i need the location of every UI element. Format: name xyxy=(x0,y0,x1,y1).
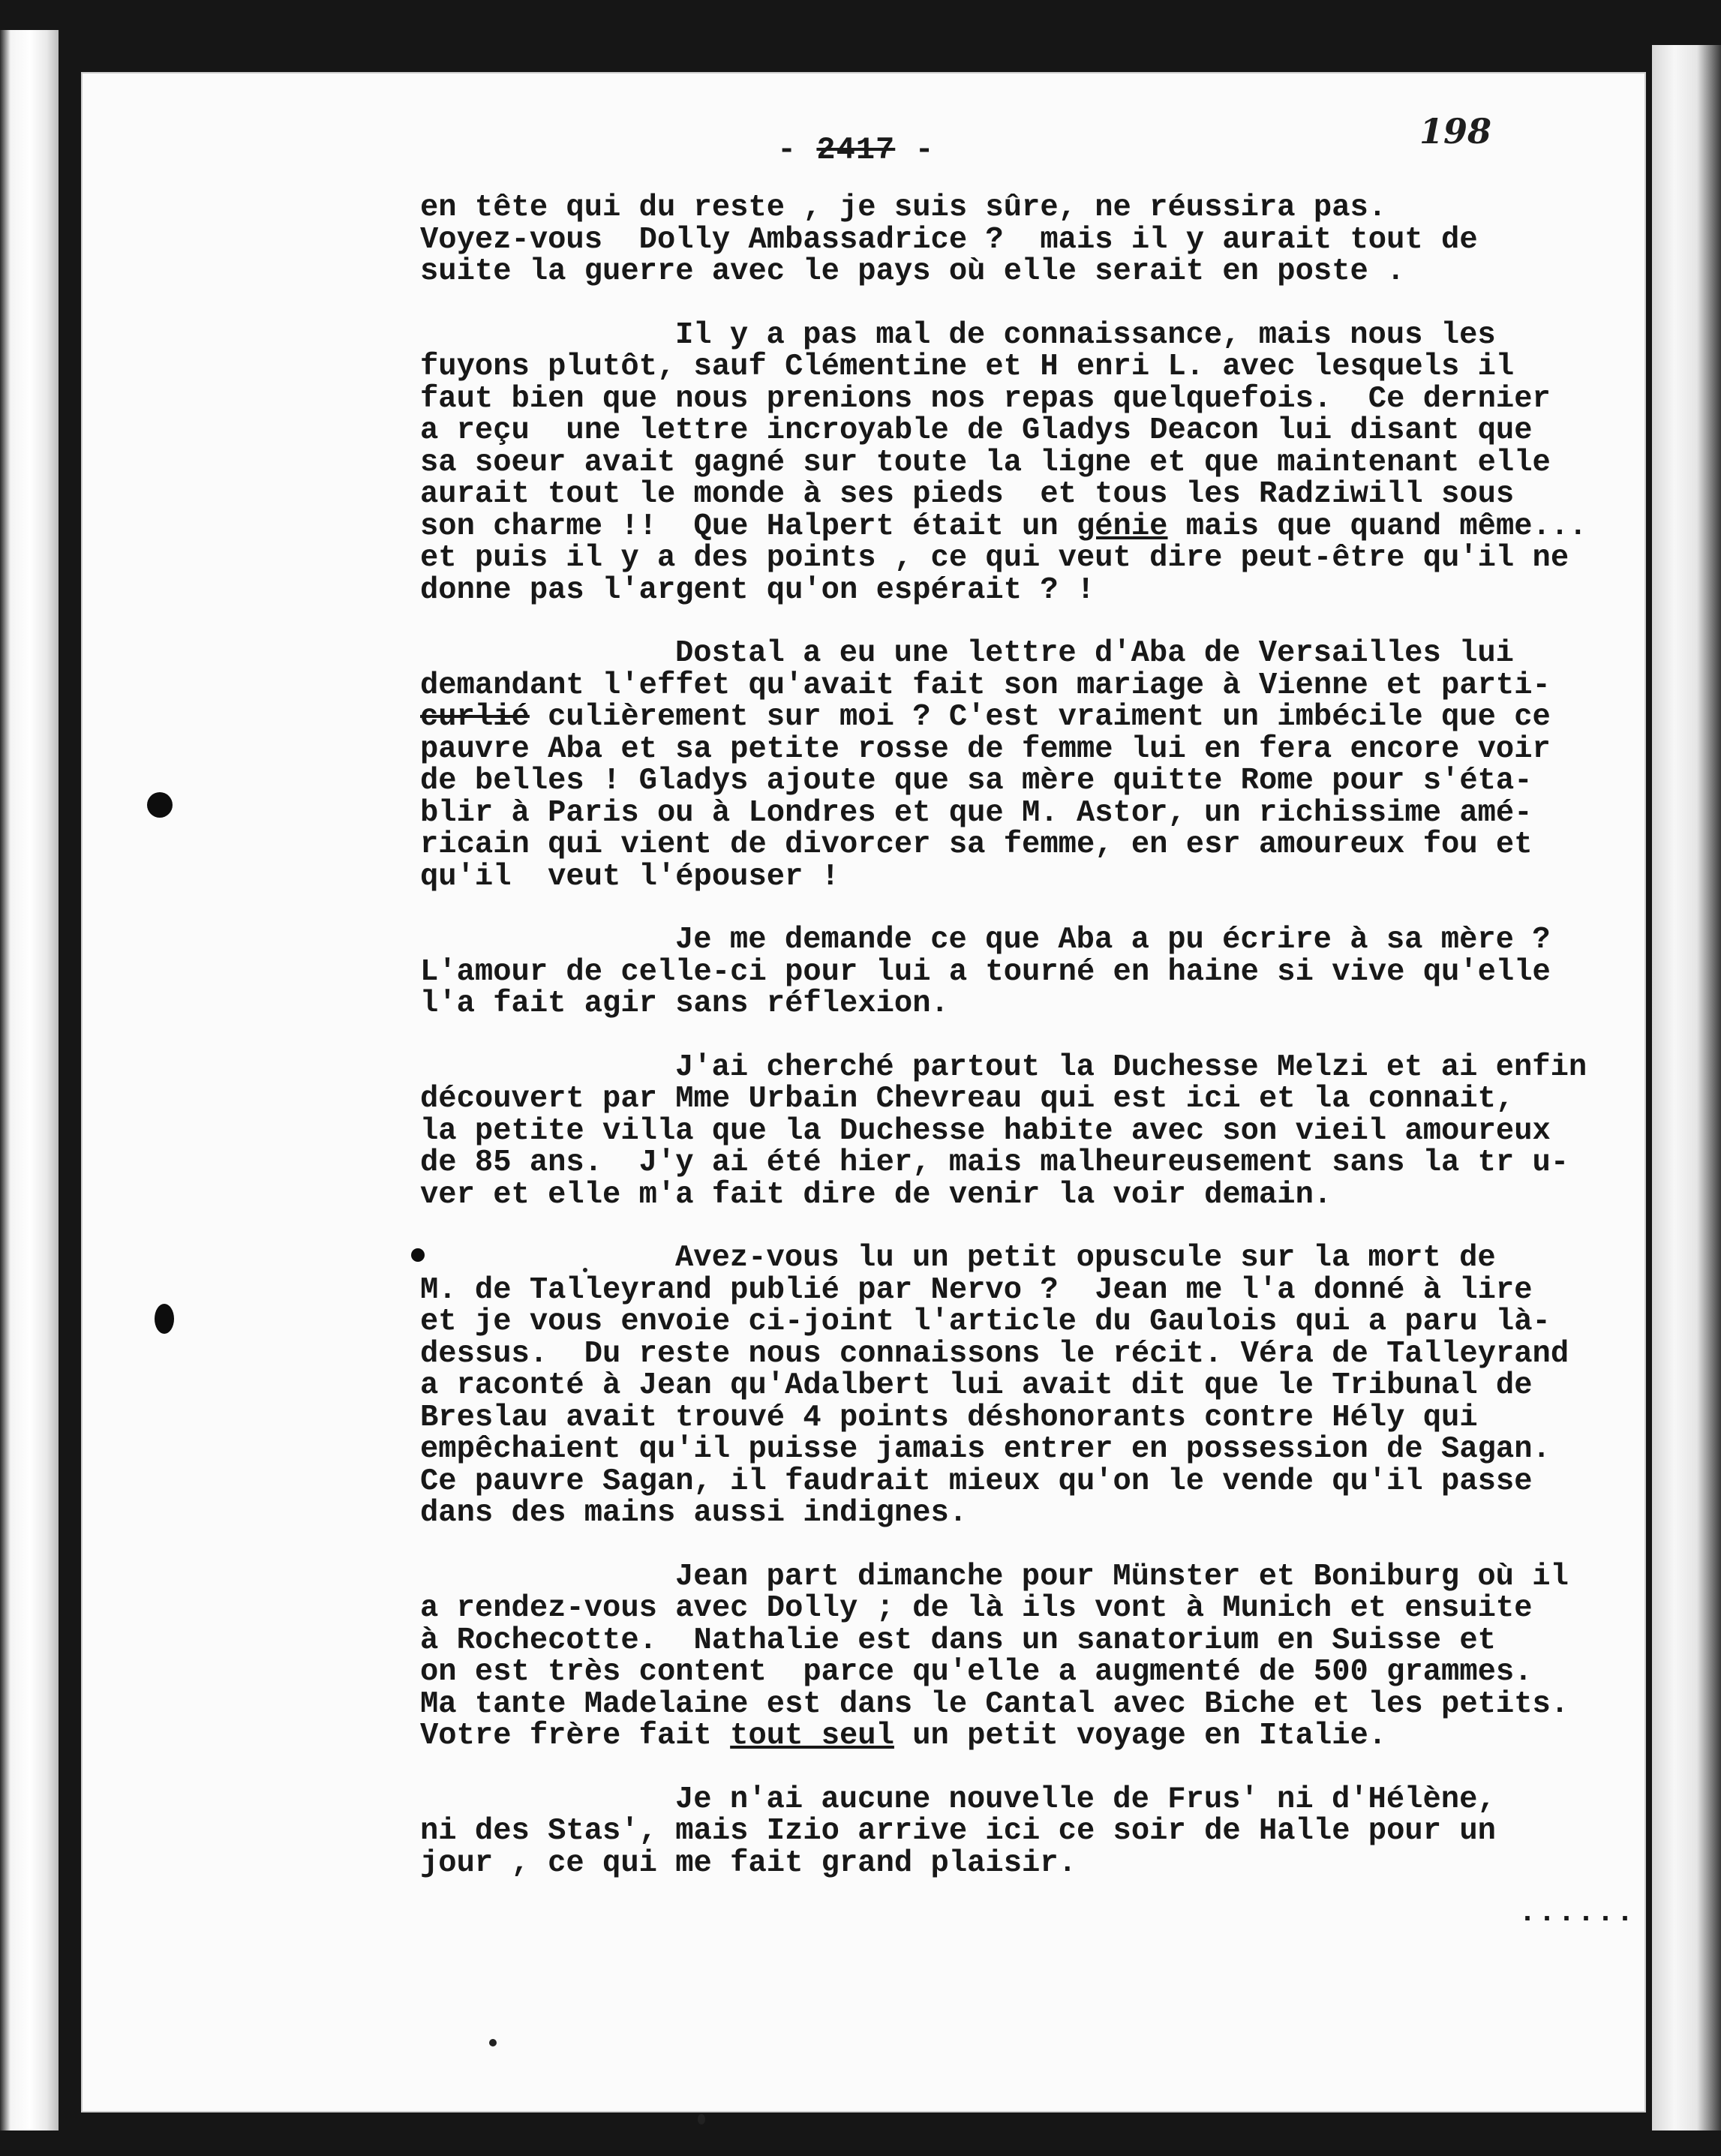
paragraph-3 xyxy=(420,638,1635,893)
text-line: blir à Paris ou à Londres et que M. Astor, un richissime amé- xyxy=(420,795,1533,830)
text-line: la petite villa que la Duchesse habite avec son vieil amoureux xyxy=(420,1113,1551,1149)
text-line-with-strike: curlié culièrement sur moi ? C'est vraiment un imbécile que ce xyxy=(420,700,1551,734)
text-line: aurait tout le monde à ses pieds et tous les Radziwill sous xyxy=(420,477,1515,512)
speck xyxy=(489,2039,497,2046)
text-line: qu'il veut l'épouser ! xyxy=(420,859,839,894)
text-line: suite la guerre avec le pays où elle serait en poste . xyxy=(420,254,1405,289)
text-line: dessus. Du reste nous connaissons le récit. Véra de Talleyrand xyxy=(420,1336,1569,1371)
continuation-dots: ...... xyxy=(1518,1896,1636,1930)
text-line: découvert par Mme Urbain Chevreau qui est ici et la connait, xyxy=(420,1082,1515,1116)
page-stack-edge xyxy=(1652,45,1721,2130)
text-line: a raconté à Jean qu'Adalbert lui avait dit que le Tribunal de xyxy=(420,1368,1533,1403)
text-line: demandant l'effet qu'avait fait son mariage à Vienne et parti- xyxy=(420,668,1551,703)
text-line: Voyez-vous Dolly Ambassadrice ? mais il y aurait tout de xyxy=(420,222,1478,257)
paragraph-4 xyxy=(420,924,1635,1020)
text-line: Ma tante Madelaine est dans le Cantal avec Biche et les petits. xyxy=(420,1686,1569,1722)
text-line: Dostal a eu une lettre d'Aba de Versailles lui xyxy=(675,636,1514,671)
text-line: sa soeur avait gagné sur toute la ligne et que maintenant elle xyxy=(420,445,1551,480)
punch-hole-bottom xyxy=(155,1304,174,1334)
page-number: - 2417 - xyxy=(777,132,935,168)
text-line: M. de Talleyrand publié par Nervo ? Jean me l'a donné à lire xyxy=(420,1272,1533,1308)
text-line: ni des Stas', mais Izio arrive ici ce soir de Halle pour un xyxy=(420,1814,1496,1848)
text-line: à Rochecotte. Nathalie est dans un sanatorium en Suisse et xyxy=(420,1623,1496,1658)
text-line: jour , ce qui me fait grand plaisir. xyxy=(420,1845,1077,1881)
text-line: L'amour de celle-ci pour lui a tourné en haine si vive qu'elle xyxy=(420,954,1551,989)
text-line: Breslau avait trouvé 4 points déshonorants contre Hély qui xyxy=(420,1400,1478,1435)
text-line: J'ai cherché partout la Duchesse Melzi et ai enfin xyxy=(675,1049,1587,1085)
text-line: donne pas l'argent qu'on espérait ? ! xyxy=(420,572,1095,608)
page-number-value: 2417 xyxy=(816,132,896,168)
struck-word: curlié xyxy=(420,700,530,734)
text-line: empêchaient qu'il puisse jamais entrer en possession de Sagan. xyxy=(420,1432,1551,1467)
letter-body xyxy=(420,192,1635,1911)
paragraph-8 xyxy=(420,1784,1635,1880)
paragraph-7 xyxy=(420,1561,1635,1752)
text-line-with-underline: Votre frère fait tout seul un petit voyage en Italie. xyxy=(420,1719,1387,1753)
handwritten-folio-number: 198 xyxy=(1419,111,1492,152)
underlined-word: génie xyxy=(1076,509,1168,544)
text-line: fuyons plutôt, sauf Clémentine et H enri L. avec lesquels il xyxy=(420,350,1515,384)
text-line: et je vous envoie ci-joint l'article du Gaulois qui a paru là- xyxy=(420,1305,1551,1339)
text-line: en tête qui du reste , je suis sûre, ne réussira pas. xyxy=(420,191,1387,225)
underlined-phrase: tout seul xyxy=(730,1719,894,1753)
text-line: ver et elle m'a fait dire de venir la voir demain. xyxy=(420,1177,1332,1212)
text-line: de 85 ans. J'y ai été hier, mais malheureusement sans la tr u- xyxy=(420,1146,1569,1180)
speck xyxy=(698,2114,705,2124)
paragraph-6 xyxy=(420,1242,1635,1530)
paragraph-2 xyxy=(420,317,1635,608)
text-line: Jean part dimanche pour Münster et Boniburg où il xyxy=(675,1559,1569,1594)
text-line: Je me demande ce que Aba a pu écrire à sa mère ? xyxy=(675,923,1551,957)
text-line: pauvre Aba et sa petite rosse de femme lui en fera encore voir xyxy=(420,731,1551,767)
paragraph-5 xyxy=(420,1049,1635,1212)
text-line: l'a fait agir sans réflexion. xyxy=(420,986,949,1021)
text-line: on est très content parce qu'elle a augmenté de 500 grammes. xyxy=(420,1655,1533,1689)
text-line: Avez-vous lu un petit opuscule sur la mort de xyxy=(675,1241,1496,1275)
punch-hole-top xyxy=(147,792,173,818)
text-line: et puis il y a des points , ce qui veut dire peut-être qu'il ne xyxy=(420,541,1569,575)
text-line-with-underline: son charme !! Que Halpert était un génie mais que quand même... xyxy=(420,509,1587,544)
text-line: ricain qui vient de divorcer sa femme, en esr amoureux fou et xyxy=(420,827,1533,862)
binder-spine xyxy=(0,30,59,2130)
paragraph-1 xyxy=(420,192,1635,288)
text-line: Il y a pas mal de connaissance, mais nous les xyxy=(675,317,1496,353)
text-line: a rendez-vous avec Dolly ; de là ils vont à Munich et ensuite xyxy=(420,1591,1533,1626)
text-line: dans des mains aussi indignes. xyxy=(420,1496,968,1530)
text-line: a reçu une lettre incroyable de Gladys Deacon lui disant que xyxy=(420,413,1533,448)
text-line: de belles ! Gladys ajoute que sa mère quitte Rome pour s'éta- xyxy=(420,764,1533,798)
text-line: Je n'ai aucune nouvelle de Frus' ni d'Hélène, xyxy=(675,1782,1496,1817)
text-line: faut bien que nous prenions nos repas quelquefois. Ce dernier xyxy=(420,381,1551,416)
text-line: Ce pauvre Sagan, il faudrait mieux qu'on le vende qu'il passe xyxy=(420,1464,1533,1499)
